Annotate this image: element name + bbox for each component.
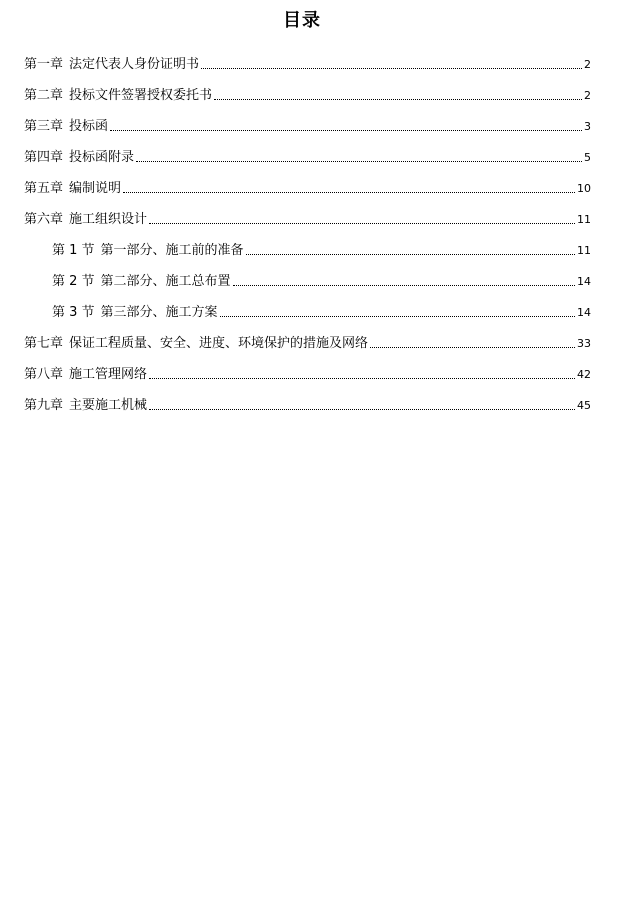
toc-entry[interactable] — [24, 139, 591, 170]
toc-dot-leader — [149, 378, 575, 379]
toc-entry-label — [24, 56, 199, 77]
toc-entry-label — [52, 242, 244, 263]
toc-chapter-number: 第五章 — [24, 181, 64, 196]
toc-list — [24, 46, 591, 418]
toc-entry-label — [24, 397, 147, 418]
toc-page-number: 45 — [577, 399, 591, 412]
toc-entry[interactable] — [24, 201, 591, 232]
toc-subentry[interactable] — [24, 232, 591, 263]
toc-entry-title: 投标函 — [69, 119, 109, 134]
toc-entry-title: 保证工程质量、安全、进度、环境保护的措施及网络 — [69, 336, 369, 351]
toc-page-number: 11 — [577, 244, 591, 257]
toc-entry-label — [24, 87, 212, 108]
toc-entry-label — [52, 304, 218, 325]
toc-chapter-number: 第一章 — [24, 57, 64, 72]
toc-subentry[interactable] — [24, 294, 591, 325]
toc-dot-leader — [123, 192, 575, 193]
toc-chapter-number: 第三章 — [24, 119, 64, 134]
toc-entry-label — [24, 335, 368, 356]
toc-page-number: 33 — [577, 337, 591, 350]
toc-page-number: 2 — [584, 89, 591, 102]
toc-entry[interactable] — [24, 46, 591, 77]
toc-entry-title: 第二部分、施工总布置 — [100, 274, 231, 289]
toc-dot-leader — [201, 68, 582, 69]
toc-page-number: 14 — [577, 275, 591, 288]
toc-chapter-number: 第二章 — [24, 88, 64, 103]
toc-chapter-number: 第八章 — [24, 367, 64, 382]
toc-chapter-number: 第七章 — [24, 336, 64, 351]
toc-dot-leader — [136, 161, 582, 162]
toc-dot-leader — [246, 254, 575, 255]
toc-entry-title: 施工管理网络 — [69, 367, 148, 382]
toc-section-number: 第 3 节 — [52, 305, 95, 320]
toc-entry-title: 第一部分、施工前的准备 — [100, 243, 244, 258]
toc-entry[interactable] — [24, 387, 591, 418]
toc-entry-label — [24, 180, 121, 201]
toc-title: 目录 — [283, 10, 321, 31]
toc-page-number: 11 — [577, 213, 591, 226]
toc-section-number: 第 1 节 — [52, 243, 95, 258]
toc-dot-leader — [233, 285, 575, 286]
toc-entry-label — [24, 366, 147, 387]
toc-dot-leader — [220, 316, 575, 317]
toc-entry[interactable] — [24, 356, 591, 387]
toc-chapter-number: 第九章 — [24, 398, 64, 413]
toc-page-number: 2 — [584, 58, 591, 71]
toc-entry-label — [24, 118, 108, 139]
toc-entry-title: 主要施工机械 — [69, 398, 148, 413]
toc-page-number: 3 — [584, 120, 591, 133]
toc-entry-title: 编制说明 — [69, 181, 122, 196]
toc-page-number: 5 — [584, 151, 591, 164]
toc-entry-title: 施工组织设计 — [69, 212, 148, 227]
toc-entry-label — [24, 149, 134, 170]
toc-entry-title: 第三部分、施工方案 — [100, 305, 218, 320]
toc-page-number: 14 — [577, 306, 591, 319]
toc-dot-leader — [149, 409, 575, 410]
toc-subentry[interactable] — [24, 263, 591, 294]
toc-entry[interactable] — [24, 77, 591, 108]
toc-entry-label — [52, 273, 231, 294]
toc-page-number: 42 — [577, 368, 591, 381]
toc-entry-label — [24, 211, 147, 232]
toc-entry-title: 投标函附录 — [69, 150, 135, 165]
toc-entry[interactable] — [24, 170, 591, 201]
toc-entry-title: 法定代表人身份证明书 — [69, 57, 200, 72]
toc-dot-leader — [110, 130, 582, 131]
toc-chapter-number: 第六章 — [24, 212, 64, 227]
toc-dot-leader — [149, 223, 575, 224]
toc-dot-leader — [370, 347, 575, 348]
toc-page-number: 10 — [577, 182, 591, 195]
toc-entry-title: 投标文件签署授权委托书 — [69, 88, 213, 103]
toc-dot-leader — [214, 99, 582, 100]
toc-entry[interactable] — [24, 325, 591, 356]
toc-section-number: 第 2 节 — [52, 274, 95, 289]
toc-chapter-number: 第四章 — [24, 150, 64, 165]
toc-entry[interactable] — [24, 108, 591, 139]
